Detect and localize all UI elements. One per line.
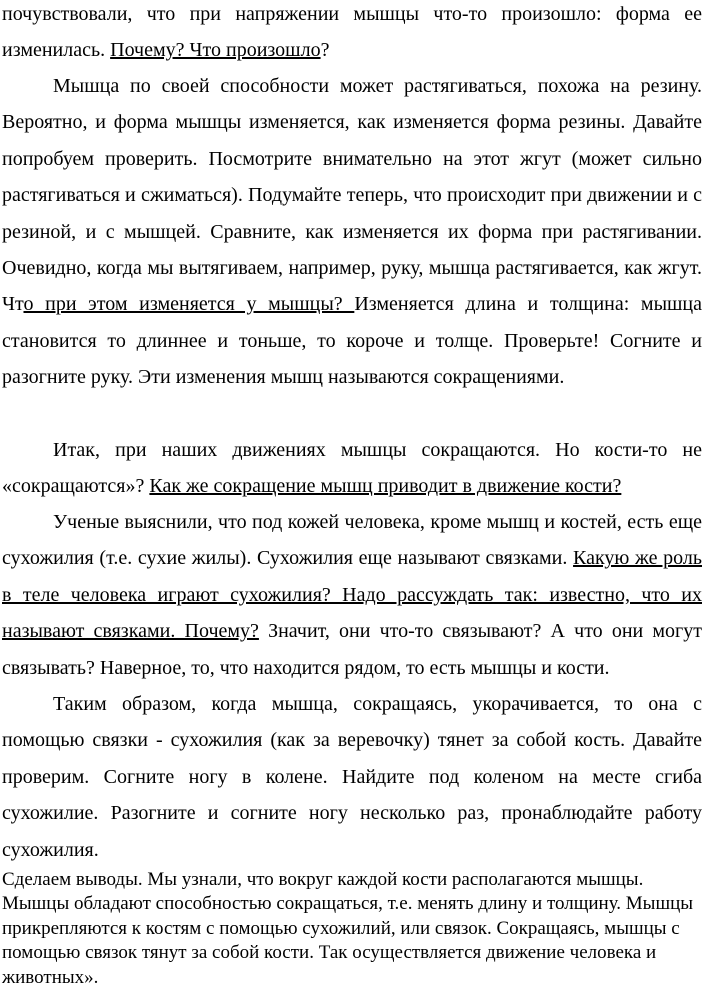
paragraph-1-text: почувствовали, что при напряжении мышцы что-то произошло: форма ее изменилась.: [2, 3, 702, 62]
paragraph-3-question: Как же сокращение мышц приводит в движение кости?: [149, 475, 622, 498]
paragraph-3-text: Итак, при наших движениях мышцы сокращаются. Но кости-то не «сокращаются»?: [2, 439, 702, 498]
paragraph-1-question-mark: ?: [320, 39, 330, 62]
paragraph-2-text-start: Мышца по своей способности может растягиваться, похожа на резину. Вероятно, и форма мышцы изменяется, как изменяется форма резины. Давайте попробуем проверить. Посмотрите внимательно на этот жгут (может сильно растягиваться и сжиматься). Подумайте теперь, что происходит при движении и с резиной, и с мышцей. Сравните, как изменяется их форма при растягивании. Очевидно, когда мы вытягиваем, например, руку, мышца растягивается, как жгут. Чт: [2, 75, 702, 316]
summary-paragraph: [2, 868, 702, 990]
paragraph-2-text-end: Изменяется длина и толщина: мышца становится то длиннее и тоньше, то короче и толще. Проверьте! Согните и разогните руку. Эти изменения мышц называются сокращениями.: [2, 293, 702, 389]
paragraph-2-question: о при этом изменяется у мышцы?: [23, 293, 355, 316]
paragraph-1-question: Почему? Что произошло: [110, 39, 321, 62]
summary-text: Сделаем выводы. Мы узнали, что вокруг каждой кости располагаются мышцы. Мышцы обладают способностью сокращаться, т.е. менять длину и толщину. Мышцы прикрепляются к костям с помощью сухожилий, или связок. Сокращаясь, мышцы с помощью связок тянут за собой кости. Так осуществляется движение человека и животных».: [2, 869, 694, 988]
paragraph-5-text: Таким образом, когда мышца, сокращаясь, укорачивается, то она с помощью связки - сухожилия (как за веревочку) тянет за собой кость. Давайте проверим. Согните ногу в колене. Найдите под коленом на месте сгиба сухожилие. Разогните и согните ногу несколько раз, пронаблюдайте работу сухожилия.: [2, 693, 702, 861]
paragraph-2: [2, 68, 702, 396]
paragraph-4-question: Какую же роль в теле человека играют сухожилия? Надо рассуждать так: известно, что их называют связками. Почему?: [2, 547, 702, 643]
paragraph-1: [2, 0, 702, 69]
paragraph-4: [2, 504, 702, 686]
paragraph-3: [2, 432, 702, 505]
paragraph-5: [2, 686, 702, 868]
paragraph-4-text-start: Ученые выяснили, что под кожей человека, кроме мышц и костей, есть еще сухожилия (т.е. сухие жилы). Сухожилия еще называют связками.: [2, 511, 702, 570]
paragraph-4-text-end: Значит, они что-то связывают? А что они могут связывать? Наверное, то, что находится рядом, то есть мышцы и кости.: [2, 620, 703, 679]
